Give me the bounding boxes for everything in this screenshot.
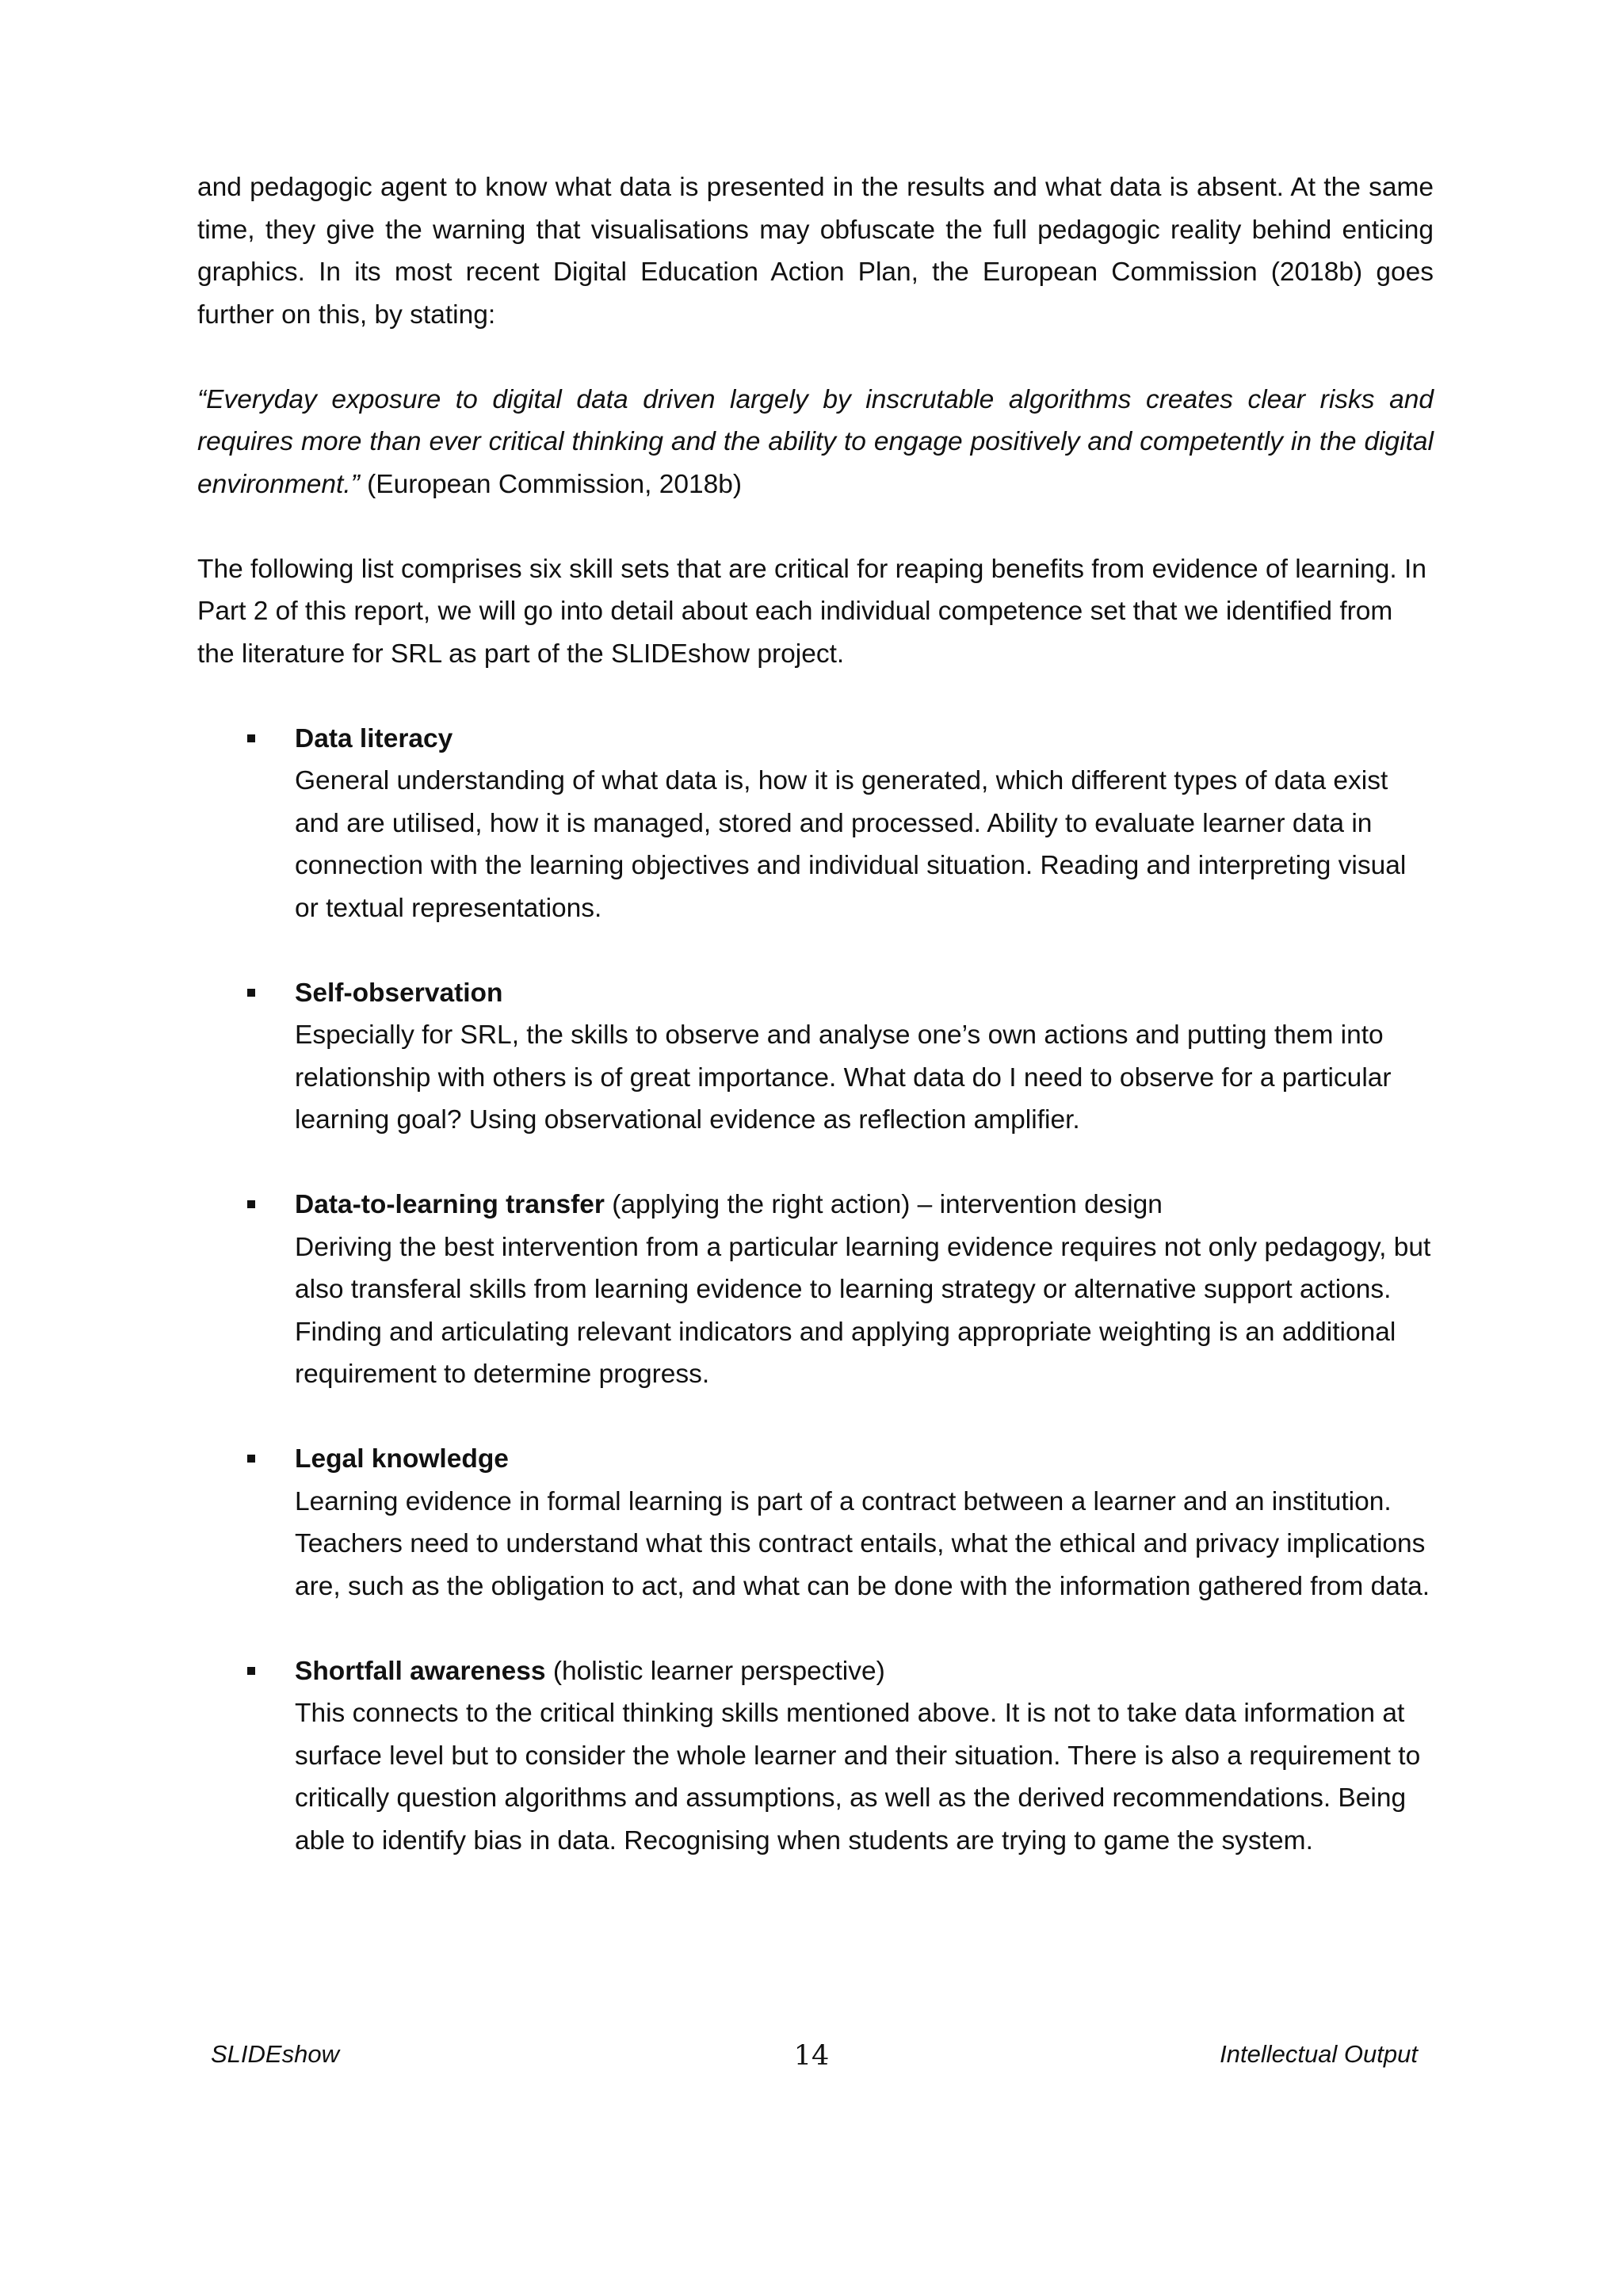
skill-sets-list xyxy=(197,718,1434,1863)
list-item xyxy=(197,1650,1434,1863)
skill-heading xyxy=(295,1650,1434,1693)
square-bullet-icon xyxy=(247,989,255,997)
paragraph-spacer xyxy=(197,675,1434,718)
square-bullet-icon xyxy=(247,734,255,742)
list-item xyxy=(197,718,1434,972)
skill-subtitle: (holistic learner perspective) xyxy=(545,1656,885,1686)
list-item xyxy=(197,972,1434,1184)
list-item xyxy=(197,1184,1434,1438)
list-item xyxy=(197,1438,1434,1650)
quote-text: “Everyday exposure to digital data driven largely by inscrutable algorithms creates clear risks and requires more than ever critical thinking and the ability to engage positively and competently in the digital environment.” xyxy=(197,384,1434,499)
paragraph-spacer xyxy=(197,336,1434,379)
square-bullet-icon xyxy=(247,1455,255,1463)
skill-subtitle: (applying the right action) – intervention design xyxy=(604,1190,1163,1219)
footer-project-name: SLIDEshow xyxy=(211,2040,339,2068)
skill-description: Deriving the best intervention from a particular learning evidence requires not only pedagogy, but also transferal skills from learning evidence to learning strategy or alternative support actions. Finding and articulating relevant indicators and applying appropriate weighting is an additional requirement to determine progress. xyxy=(295,1232,1431,1389)
square-bullet-icon xyxy=(247,1667,255,1675)
intro-paragraph: and pedagogic agent to know what data is presented in the results and what data is absent. At the same time, they give the warning that visualisations may obfuscate the full pedagogic reality behind enticing graphics. In its most recent Digital Education Action Plan, the European Commission (2018b) goes further on this, by stating: xyxy=(197,173,1434,330)
skill-description: General understanding of what data is, how it is generated, which different types of data exist and are utilised, how it is managed, stored and processed. Ability to evaluate learner data in connection with the learning objectives and individual situation. Reading and interpreting visual or textual representations. xyxy=(295,766,1407,923)
skill-title: Data-to-learning transfer xyxy=(295,1190,605,1219)
skill-heading xyxy=(295,718,1434,761)
paragraph-spacer xyxy=(197,505,1434,548)
skill-title: Data literacy xyxy=(295,723,453,753)
paragraph-spacer xyxy=(295,1396,1434,1439)
page-body xyxy=(197,166,1434,1862)
list-intro-paragraph: The following list comprises six skill sets that are critical for reaping benefits from evidence of learning. In Part 2 of this report, we will go into detail about each individual competence set that we identified from the literature for SRL as part of the SLIDEshow project. xyxy=(197,554,1426,669)
skill-description: Learning evidence in formal learning is part of a contract between a learner and an institution. Teachers need to understand what this contract entails, what the ethical and privacy implications are, such as the obligation to act, and what can be done with the information gathered from data. xyxy=(295,1486,1430,1601)
quote-citation: (European Commission, 2018b) xyxy=(359,469,743,499)
block-quote xyxy=(197,379,1434,506)
page-footer xyxy=(0,2035,1623,2082)
paragraph-spacer xyxy=(295,1608,1434,1650)
paragraph-spacer xyxy=(295,1142,1434,1184)
skill-description: Especially for SRL, the skills to observe and analyse one’s own actions and putting them into relationship with others is of great importance. What data do I need to observe for a particular learning goal? Using observational evidence as reflection amplifier. xyxy=(295,1020,1392,1135)
paragraph-spacer xyxy=(295,929,1434,972)
footer-document-type: Intellectual Output xyxy=(1220,2040,1418,2068)
skill-description: This connects to the critical thinking skills mentioned above. It is not to take data information at surface level but to consider the whole learner and their situation. There is also a requirement to critically question algorithms and assumptions, as well as the derived recommendations. Being able to identify bias in data. Recognising when students are trying to game the system. xyxy=(295,1699,1421,1855)
skill-heading xyxy=(295,1184,1434,1226)
page-number: 14 xyxy=(793,2040,830,2072)
skill-title: Shortfall awareness xyxy=(295,1656,546,1686)
skill-heading xyxy=(295,1438,1434,1481)
skill-heading xyxy=(295,972,1434,1015)
square-bullet-icon xyxy=(247,1200,255,1208)
skill-title: Self-observation xyxy=(295,978,503,1008)
skill-title: Legal knowledge xyxy=(295,1444,509,1474)
